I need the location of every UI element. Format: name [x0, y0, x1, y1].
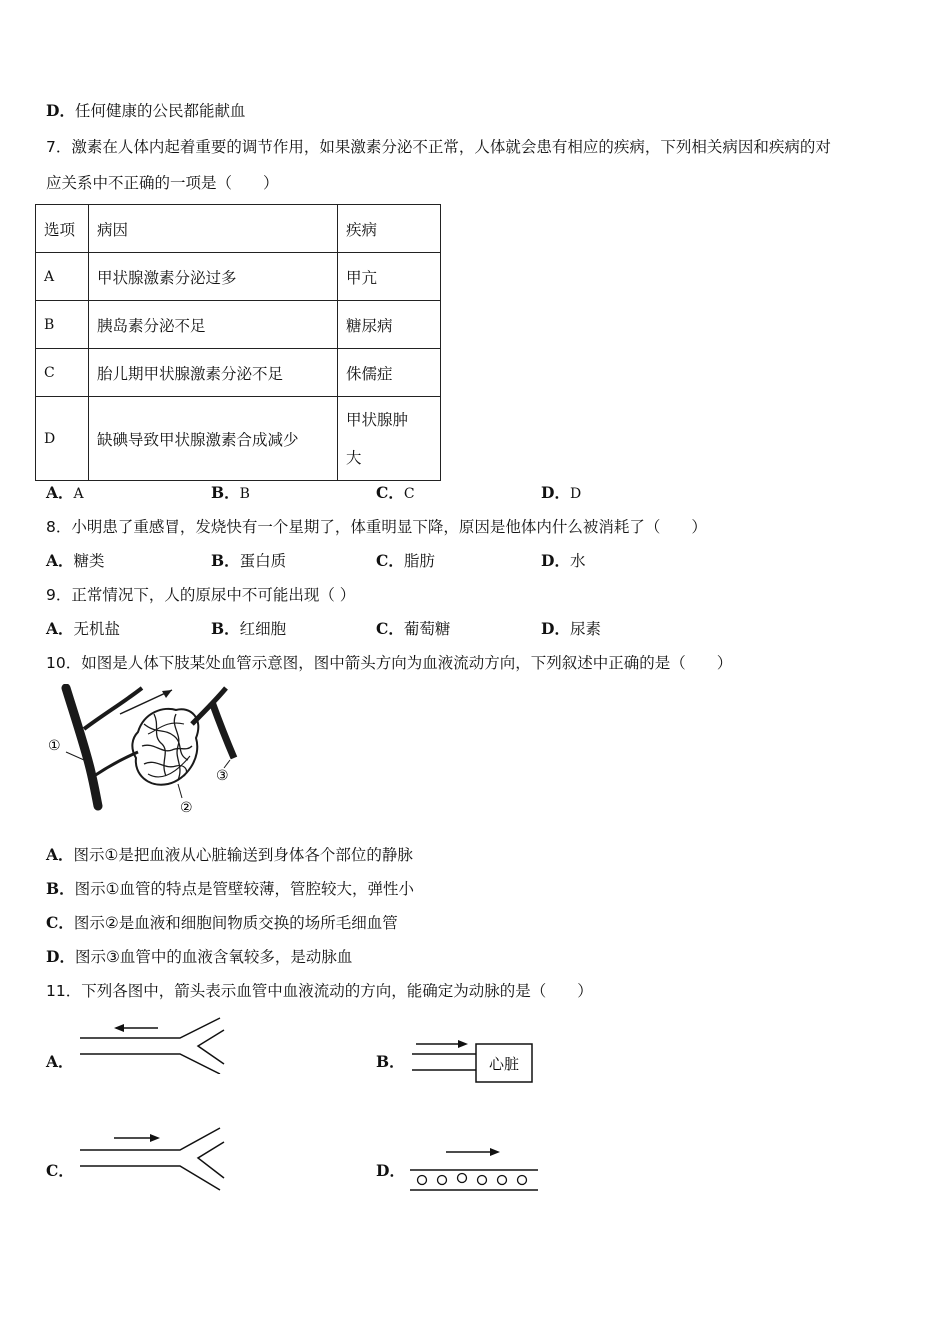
blood-cell: [438, 1176, 447, 1185]
option-label: C．: [376, 619, 404, 638]
table-cell: 甲状腺肿 大: [338, 397, 441, 481]
option-label: D．: [541, 619, 570, 638]
q11-option-a-figure: [76, 1014, 236, 1074]
table-cell: 侏儒症: [338, 349, 441, 397]
q11-option-d-label: D．: [376, 1161, 405, 1180]
option-text: A: [73, 486, 84, 502]
q10-option-d: [46, 947, 352, 967]
option-text: 无机盐: [73, 620, 121, 638]
option-text: 红细胞: [239, 620, 287, 638]
blood-cell: [458, 1174, 467, 1183]
q11-option-c-figure: [76, 1124, 236, 1194]
option-label: B．: [211, 483, 240, 502]
option-text: 脂肪: [403, 552, 435, 570]
option-label: C．: [376, 551, 404, 570]
option-label: B．: [211, 619, 240, 638]
table-cell: A: [36, 253, 89, 301]
vessel-branch-inner: [198, 1030, 224, 1064]
q11-option-c-label: C．: [46, 1161, 74, 1180]
heart-box-label: 心脏: [488, 1055, 520, 1073]
q11-option-d-figure: [406, 1144, 542, 1196]
q8-option-b: [211, 551, 286, 571]
q7-table: [35, 204, 441, 481]
option-label: A．: [46, 483, 74, 502]
table-cell: 缺碘导致甲状腺激素合成减少: [89, 397, 338, 481]
table-cell: 甲亢: [338, 253, 441, 301]
leader-line-2: [178, 784, 182, 798]
option-label: C．: [46, 913, 74, 932]
q9-option-c: [376, 619, 450, 639]
option-label: D．: [541, 551, 570, 570]
option-text: B: [239, 486, 250, 502]
table-header-cell: 选项: [36, 205, 89, 253]
option-text: 任何健康的公民都能献血: [74, 102, 246, 120]
q11-option-a-label: A．: [46, 1052, 74, 1071]
table-header-cell: 疾病: [338, 205, 441, 253]
option-label: D．: [541, 483, 570, 502]
option-label: D．: [46, 947, 75, 966]
q7-option-c: [376, 483, 415, 504]
blood-cell: [498, 1176, 507, 1185]
option-label: D．: [46, 101, 75, 120]
q11-stem: 11．下列各图中，箭头表示血管中血液流动的方向，能确定为动脉的是（ ）: [46, 982, 593, 1000]
q7-stem-line2: 应关系中不正确的一项是（ ）: [46, 174, 279, 192]
q10-option-a: [46, 845, 413, 865]
q8-option-d: [541, 551, 585, 571]
option-text: C: [403, 486, 415, 502]
vessel-1: [66, 688, 98, 806]
q6-option-d: [46, 101, 245, 121]
arrow-right-head: [150, 1134, 160, 1142]
vessel-lower-wall: [80, 1166, 220, 1190]
option-label: C．: [376, 483, 404, 502]
option-text: 图示③血管中的血液含氧较多，是动脉血: [74, 948, 353, 966]
table-cell: B: [36, 301, 89, 349]
option-label: B．: [46, 879, 75, 898]
arrow-left-head: [114, 1024, 124, 1032]
option-text: 图示②是血液和细胞间物质交换的场所毛细血管: [73, 914, 398, 932]
q8-option-a: [46, 551, 105, 571]
table-row: [36, 349, 441, 397]
vessel-branch-inner: [198, 1142, 224, 1178]
option-label: A．: [46, 619, 74, 638]
option-label: B．: [211, 551, 240, 570]
q10-stem: 10．如图是人体下肢某处血管示意图，图中箭头方向为血液流动方向，下列叙述中正确的是（ ）: [46, 654, 733, 672]
table-cell: 糖尿病: [338, 301, 441, 349]
q10-option-b: [46, 879, 414, 899]
table-row: [36, 253, 441, 301]
q10-option-c: [46, 913, 398, 933]
q7-option-d: [541, 483, 581, 504]
table-header-cell: 病因: [89, 205, 338, 253]
option-text: D: [569, 486, 582, 502]
q9-option-b: [211, 619, 286, 639]
vessel-3: [212, 702, 234, 758]
arrow-right-head: [458, 1040, 468, 1048]
q7-option-a: [46, 483, 84, 504]
q7-stem-line1: 7．激素在人体内起着重要的调节作用，如果激素分泌不正常，人体就会患有相应的疾病，下列相关病因和疾病的对: [46, 138, 831, 156]
q9-option-d: [541, 619, 601, 639]
figure-label-2: ②: [180, 800, 193, 816]
q9-option-a: [46, 619, 120, 639]
vessel-lower-wall: [80, 1054, 220, 1074]
blood-cell: [478, 1176, 487, 1185]
table-cell: 胎儿期甲状腺激素分泌不足: [89, 349, 338, 397]
q7-option-b: [211, 483, 250, 504]
table-cell: 甲状腺激素分泌过多: [89, 253, 338, 301]
option-text: 蛋白质: [239, 552, 287, 570]
figure-label-1: ①: [48, 738, 61, 754]
q10-blood-vessel-figure: [44, 684, 244, 816]
blood-cell: [418, 1176, 427, 1185]
table-row: [36, 301, 441, 349]
vessel-2-capillary-network: [132, 709, 198, 785]
leader-line-1: [66, 752, 84, 760]
figure-label-3: ③: [216, 768, 229, 784]
blood-cell: [518, 1176, 527, 1185]
option-text: 图示①是把血液从心脏输送到身体各个部位的静脉: [73, 846, 413, 864]
table-cell: D: [36, 397, 89, 481]
table-row: [36, 397, 441, 481]
leader-line-3: [224, 760, 230, 768]
q11-option-b-label: B．: [376, 1052, 405, 1071]
table-cell: C: [36, 349, 89, 397]
table-header-row: [36, 205, 441, 253]
q11-option-b-figure: [406, 1034, 540, 1086]
vessel-1-to-capillary: [94, 752, 138, 776]
option-text: 水: [569, 552, 586, 570]
arrow-right-head: [490, 1148, 500, 1156]
table-cell: 胰岛素分泌不足: [89, 301, 338, 349]
option-text: 尿素: [569, 620, 601, 638]
option-label: A．: [46, 845, 74, 864]
q8-stem: 8．小明患了重感冒，发烧快有一个星期了，体重明显下降，原因是他体内什么被消耗了（ ）: [46, 518, 707, 536]
option-text: 图示①血管的特点是管壁较薄，管腔较大，弹性小: [74, 880, 415, 898]
option-text: 糖类: [73, 552, 105, 570]
q9-stem: 9．正常情况下，人的原尿中不可能出现（ ）: [46, 586, 356, 604]
option-label: A．: [46, 551, 74, 570]
option-text: 葡萄糖: [403, 620, 451, 638]
q8-option-c: [376, 551, 435, 571]
